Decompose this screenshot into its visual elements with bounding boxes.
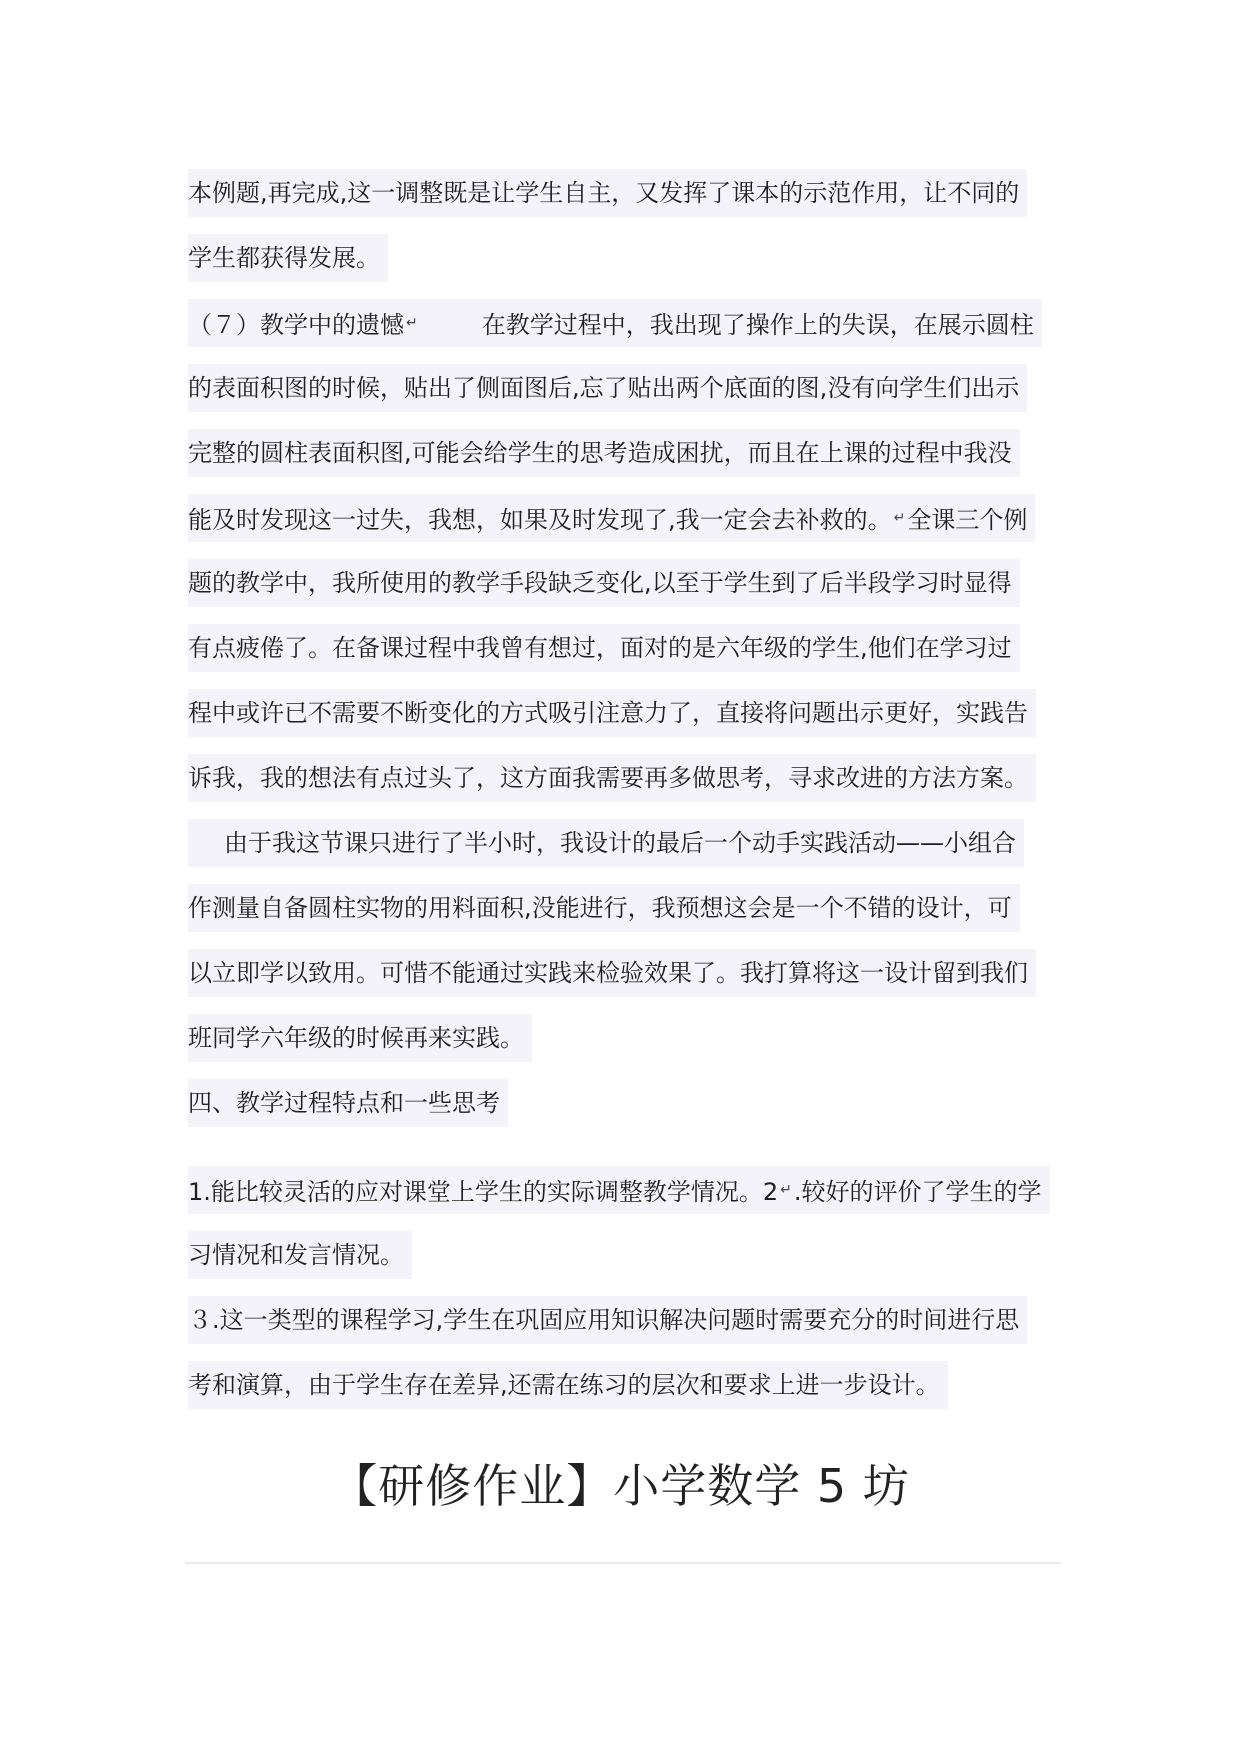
text-line: 学生都获得发展。: [188, 225, 1068, 290]
text-line: 考和演算，由于学生存在差异,还需在练习的层次和要求上进一步设计。: [188, 1352, 1068, 1417]
text-line: 程中或许已不需要不断变化的方式吸引注意力了，直接将问题出示更好，实践告: [188, 680, 1068, 745]
document-body: [188, 160, 1068, 1417]
text-line: 班同学六年级的时候再来实践。: [188, 1005, 1068, 1070]
section-heading-7: （７）教学中的遗憾: [188, 311, 404, 339]
text-line: 完整的圆柱表面积图,可能会给学生的思考造成困扰，而且在上课的过程中我没: [188, 420, 1068, 485]
paragraph-mark-icon: ↵: [406, 315, 418, 331]
paragraph-mark-icon: ↵: [893, 510, 906, 526]
text-line: 由于我这节课只进行了半小时，我设计的最后一个动手实践活动——小组合: [188, 810, 1068, 875]
text-line: 有点疲倦了。在备课过程中我曾有想过，面对的是六年级的学生,他们在学习过: [188, 615, 1068, 680]
text-line: 的表面积图的时候，贴出了侧面图后,忘了贴出两个底面的图,没有向学生们出示: [188, 355, 1068, 420]
text-line: 题的教学中，我所使用的教学手段缺乏变化,以至于学生到了后半段学习时显得: [188, 550, 1068, 615]
section-heading-4: 四、教学过程特点和一些思考: [188, 1070, 1068, 1135]
text-line: 以立即学以致用。可惜不能通过实践来检验效果了。我打算将这一设计留到我们: [188, 940, 1068, 1005]
text-line: （７）教学中的遗憾 ↵ 在教学过程中，我出现了操作上的失误，在展示圆柱: [188, 290, 1068, 355]
text-line: 能及时发现这一过失，我想，如果及时发现了,我一定会去补救的。 ↵全课三个例: [188, 485, 1068, 550]
document-title: 【研修作业】小学数学 5 坊: [331, 1459, 910, 1513]
text-line: 诉我，我的想法有点过头了，这方面我需要再多做思考，寻求改进的方法方案。: [188, 745, 1068, 810]
paragraph-mark-icon: ↵: [780, 1182, 792, 1198]
text-line: 作测量自备圆柱实物的用料面积,没能进行，我预想这会是一个不错的设计，可: [188, 875, 1068, 940]
text-line: ３.这一类型的课程学习,学生在巩固应用知识解决问题时需要充分的时间进行思: [188, 1287, 1068, 1352]
text-line: 习情况和发言情况。: [188, 1222, 1068, 1287]
text-line: 本例题,再完成,这一调整既是让学生自主，又发挥了课本的示范作用，让不同的: [188, 160, 1068, 225]
divider: [185, 1562, 1061, 1564]
text-line: 1.能比较灵活的应对课堂上学生的实际调整教学情况。2 ↵.较好的评价了学生的学: [188, 1157, 1068, 1222]
